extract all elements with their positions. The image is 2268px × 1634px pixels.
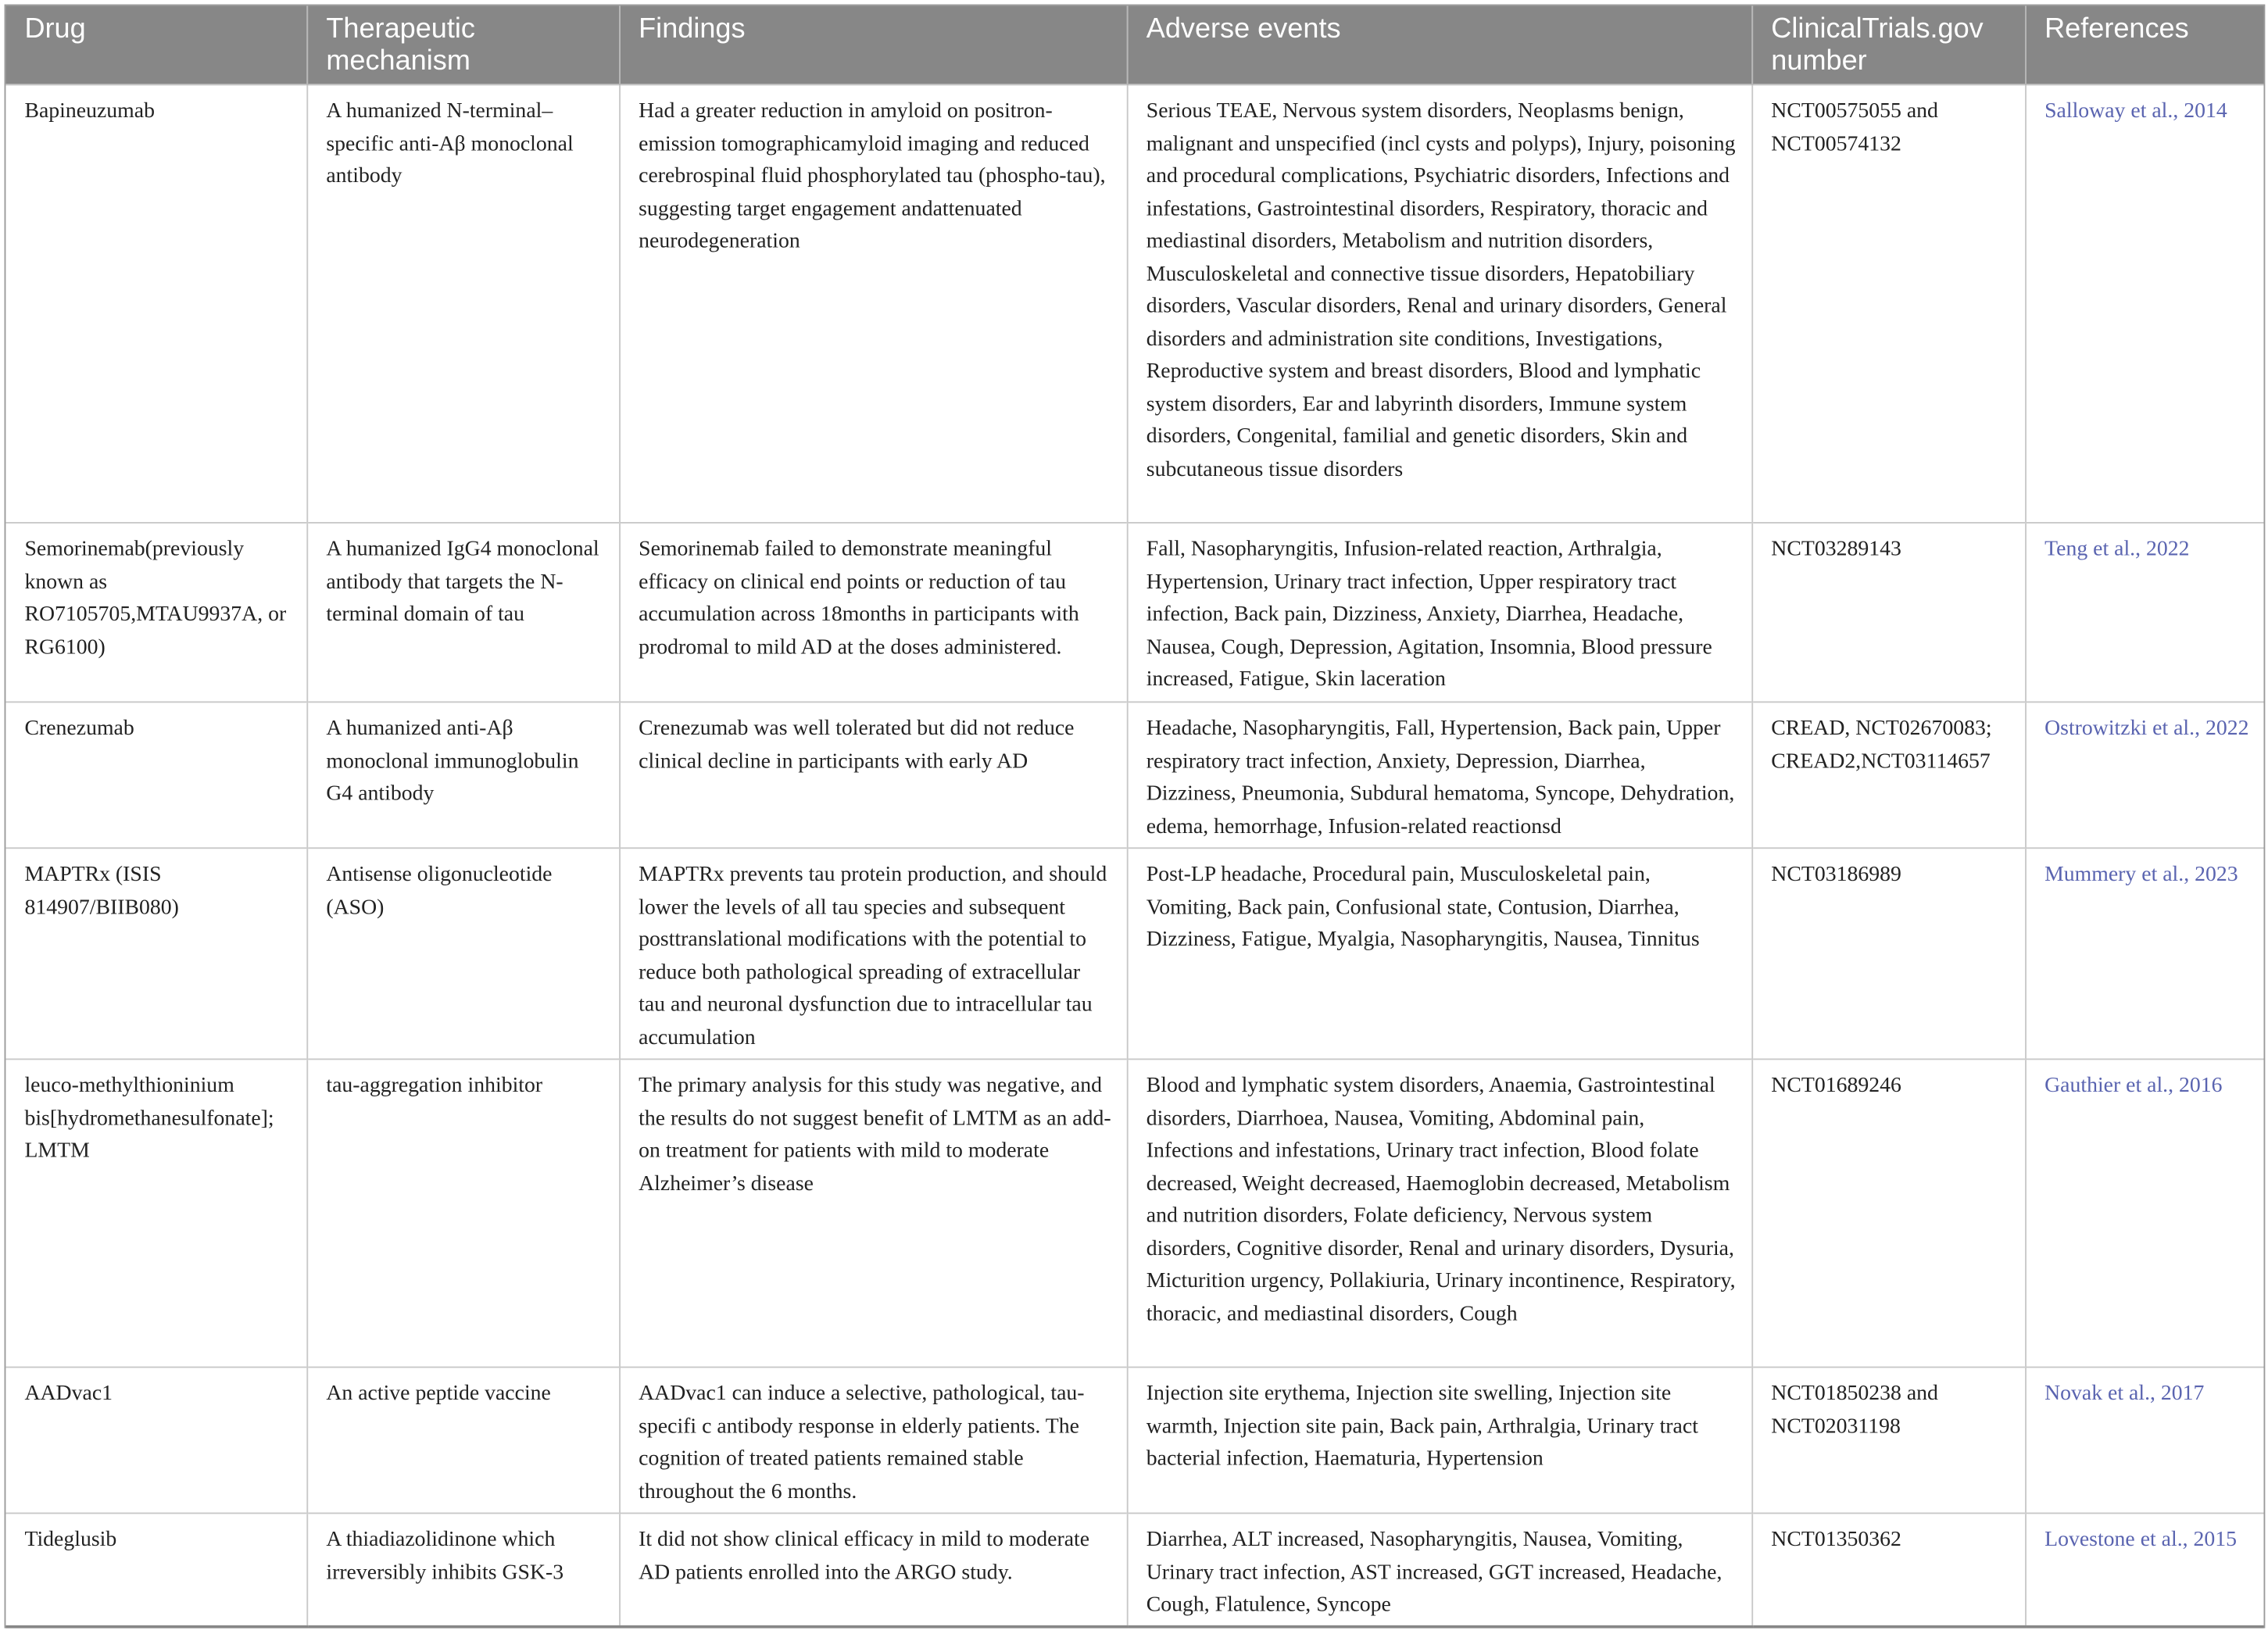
table-row [5, 84, 2263, 523]
adverse-events-cell: Serious TEAE, Nervous system disorders, Neoplasms benign, malignant and unspecified (incl cysts and polyps), Injury, poisoning and procedural complications, Psychiatric disorders, Infections and infestations, Gastrointestinal disorders, Respiratory, thoracic and mediastinal disorders, Metabolism and nutrition disorders, Musculoskeletal and connective tissue disorders, Hepatobiliary disorders, Vascular disorders, Renal and urinary disorders, General disorders and administration site conditions, Investigations, Reproductive system and breast disorders, Blood and lymphatic system disorders, Ear and labyrinth disorders, Immune system disorders, Congenital, familial and genetic disorders, Skin and subcutaneous tissue disorders [1127, 84, 1752, 523]
trial-number-cell: NCT00575055 and NCT00574132 [1751, 84, 2025, 523]
findings-cell: It did not show clinical efficacy in mild to moderate AD patients enrolled into the ARGO study. [619, 1513, 1127, 1625]
reference-year-link[interactable]: 2014 [2184, 99, 2227, 123]
reference-cell [2025, 523, 2263, 702]
findings-cell: Semorinemab failed to demonstrate meaningful efficacy on clinical end points or reduction of tau accumulation across 18months in participants with prodromal to mild AD at the doses administered. [619, 523, 1127, 702]
trial-number-cell: NCT01350362 [1751, 1513, 2025, 1625]
reference-author-link[interactable]: Salloway et al., [2044, 99, 2179, 123]
drug-cell: Semorinemab(previously known as RO7105705,MTAU9937A, or RG6100) [5, 523, 306, 702]
mechanism-cell: A humanized anti-Aβ monoclonal immunoglobulin G4 antibody [306, 702, 619, 848]
trial-number-cell: NCT03289143 [1751, 523, 2025, 702]
mechanism-cell: An active peptide vaccine [306, 1368, 619, 1514]
header-findings: Findings [619, 5, 1127, 84]
reference-year-link[interactable]: 2022 [2146, 538, 2190, 561]
drug-cell: Crenezumab [5, 702, 306, 848]
mechanism-cell: A humanized N-terminal–specific anti-Aβ monoclonal antibody [306, 84, 619, 523]
adverse-events-cell: Injection site erythema, Injection site swelling, Injection site warmth, Injection site pain, Back pain, Arthralgia, Urinary tract bacterial infection, Haematuria, Hypertension [1127, 1368, 1752, 1514]
findings-cell: AADvac1 can induce a selective, pathological, tau-specifi c antibody response in elderly patients. The cognition of treated patients remained stable throughout the 6 months. [619, 1368, 1127, 1514]
trial-number-cell: NCT01689246 [1751, 1059, 2025, 1367]
drug-cell: MAPTRx (ISIS 814907/BIIB080) [5, 848, 306, 1059]
drug-cell: Bapineuzumab [5, 84, 306, 523]
reference-author-link[interactable]: Gauthier et al., [2044, 1074, 2174, 1098]
adverse-events-cell: Blood and lymphatic system disorders, Anaemia, Gastrointestinal disorders, Diarrhoea, Nausea, Vomiting, Abdominal pain, Infections and infestations, Urinary tract infection, Blood folate decreased, Weight decreased, Haemoglobin decreased, Metabolism and nutrition disorders, Folate deficiency, Nervous system disorders, Cognitive disorder, Renal and urinary disorders, Dysuria, Micturition urgency, Pollakiuria, Urinary incontinence, Respiratory, thoracic, and mediastinal disorders, Cough [1127, 1059, 1752, 1367]
reference-year-link[interactable]: 2022 [2205, 717, 2249, 741]
findings-cell: The primary analysis for this study was negative, and the results do not suggest benefit of LMTM as an add-on treatment for patients with mild to moderate Alzheimer’s disease [619, 1059, 1127, 1367]
header-adverse-events: Adverse events [1127, 5, 1752, 84]
mechanism-cell: tau-aggregation inhibitor [306, 1059, 619, 1367]
reference-year-link[interactable]: 2016 [2179, 1074, 2223, 1098]
header-drug: Drug [5, 5, 306, 84]
adverse-events-cell: Headache, Nasopharyngitis, Fall, Hypertension, Back pain, Upper respiratory tract infection, Anxiety, Depression, Diarrhea, Dizziness, Pneumonia, Subdural hematoma, Syncope, Dehydration, edema, hemorrhage, Infusion-related reactionsd [1127, 702, 1752, 848]
trial-number-cell: NCT03186989 [1751, 848, 2025, 1059]
table-row [5, 523, 2263, 702]
findings-cell: MAPTRx prevents tau protein production, and should lower the levels of all tau species and subsequent posttranslational modifications with the potential to reduce both pathological spreading of extracellular tau and neuronal dysfunction due to intracellular tau accumulation [619, 848, 1127, 1059]
mechanism-cell: Antisense oligonucleotide (ASO) [306, 848, 619, 1059]
adverse-events-cell: Post-LP headache, Procedural pain, Musculoskeletal pain, Vomiting, Back pain, Confusional state, Contusion, Diarrhea, Dizziness, Fatigue, Myalgia, Nasopharyngitis, Nausea, Tinnitus [1127, 848, 1752, 1059]
reference-cell [2025, 848, 2263, 1059]
reference-author-link[interactable]: Ostrowitzki et al., [2044, 717, 2201, 741]
reference-cell [2025, 1059, 2263, 1367]
trial-number-cell: CREAD, NCT02670083; CREAD2,NCT03114657 [1751, 702, 2025, 848]
header-clinicaltrials-number: ClinicalTrials.gov number [1751, 5, 2025, 84]
findings-cell: Had a greater reduction in amyloid on positron-emission tomographicamyloid imaging and reduced cerebrospinal fluid phosphorylated tau (phospho-tau), suggesting target engagement andattenuated neurodegeneration [619, 84, 1127, 523]
findings-cell: Crenezumab was well tolerated but did not reduce clinical decline in participants with early AD [619, 702, 1127, 848]
reference-cell [2025, 702, 2263, 848]
adverse-events-cell: Diarrhea, ALT increased, Nasopharyngitis, Nausea, Vomiting, Urinary tract infection, AST increased, GGT increased, Headache, Cough, Flatulence, Syncope [1127, 1513, 1752, 1625]
clinical-trials-table [5, 5, 2263, 1627]
reference-year-link[interactable]: 2023 [2195, 863, 2238, 887]
header-row [5, 5, 2263, 84]
reference-author-link[interactable]: Novak et al., [2044, 1382, 2155, 1406]
table-row [5, 848, 2263, 1059]
reference-cell [2025, 1368, 2263, 1514]
table-row [5, 1513, 2263, 1625]
header-therapeutic-mechanism: Therapeutic mechanism [306, 5, 619, 84]
reference-year-link[interactable]: 2017 [2160, 1382, 2205, 1406]
reference-cell [2025, 1513, 2263, 1625]
drug-cell: AADvac1 [5, 1368, 306, 1514]
reference-year-link[interactable]: 2015 [2193, 1528, 2238, 1552]
table-row [5, 1059, 2263, 1367]
drug-cell: leuco-methylthioninium bis[hydromethanesulfonate]; LMTM [5, 1059, 306, 1367]
reference-author-link[interactable]: Mummery et al., [2044, 863, 2190, 887]
reference-author-link[interactable]: Teng et al., [2044, 538, 2141, 561]
mechanism-cell: A humanized IgG4 monoclonal antibody that targets the N-terminal domain of tau [306, 523, 619, 702]
table-row [5, 1368, 2263, 1514]
reference-author-link[interactable]: Lovestone et al., [2044, 1528, 2188, 1552]
mechanism-cell: A thiadiazolidinone which irreversibly inhibits GSK-3 [306, 1513, 619, 1625]
header-references: References [2025, 5, 2263, 84]
drug-cell: Tideglusib [5, 1513, 306, 1625]
adverse-events-cell: Fall, Nasopharyngitis, Infusion-related reaction, Arthralgia, Hypertension, Urinary tract infection, Upper respiratory tract infection, Back pain, Dizziness, Anxiety, Diarrhea, Headache, Nausea, Cough, Depression, Agitation, Insomnia, Blood pressure increased, Fatigue, Skin laceration [1127, 523, 1752, 702]
table-row [5, 702, 2263, 848]
trial-number-cell: NCT01850238 and NCT02031198 [1751, 1368, 2025, 1514]
reference-cell [2025, 84, 2263, 523]
